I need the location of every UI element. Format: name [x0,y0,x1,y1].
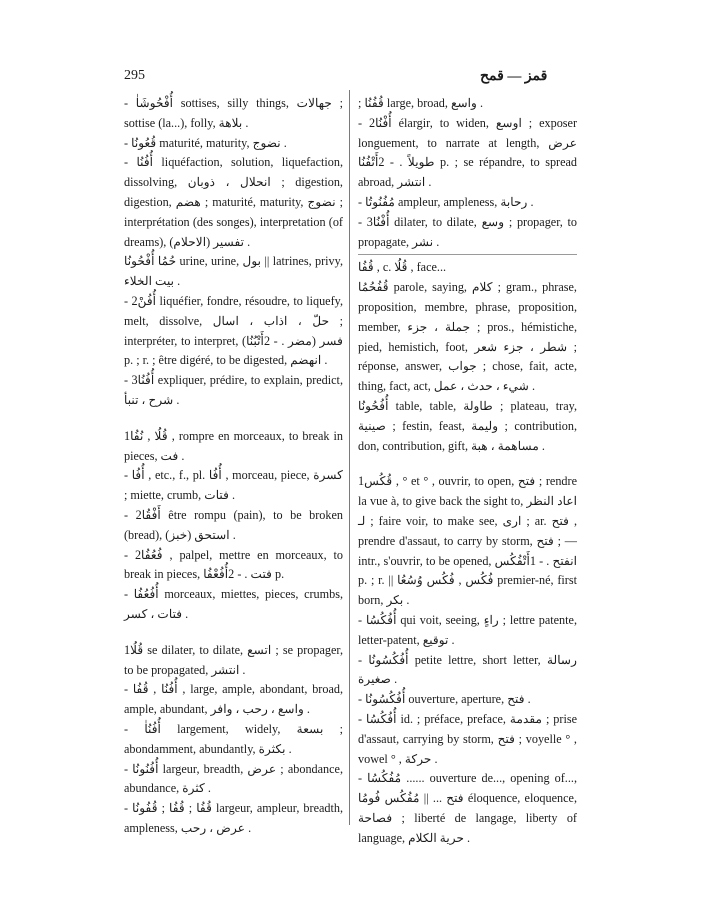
entry: 1قُلُا se dilater, to dilate, اتسع ; se propager, to be propagated, انتشر . [124,642,343,677]
entry: - أُفُنُا , قُفُا , large, ample, abondant, broad, ample, abundant, واسع ، رحب ، وافر . [124,682,343,717]
entry: قُفُحُمُا parole, saying, كلام ; gram., phrase, proposition, membre, phrase, proposition, member, جملة ، جزء ; pros., hémistiche, pied, hemistich, foot, شطر ، جزء شعر ; réponse, answer, جواب ; chose, fait, acte, thing, fact, act, شيء ، حدث ، عمل . [358,280,577,394]
entry: - أُفُكُسُا id. ; préface, preface, مقدمة ; prise d'assaut, carrying by storm, فتح ; voyelle ° , vowel ° , حركة . [358,711,578,766]
column-divider [349,90,350,825]
entry: 1قُلُا , نُفُا , rompre en morceaux, to break in pieces, فت . [124,428,343,463]
right-column [358,94,577,848]
page-number: 295 [124,68,145,83]
entry: - أُفُا , etc., f., pl. أُفُا , morceau, piece, كسرة ; miette, crumb, فتات . [124,468,343,503]
entry: - أُفْحُوشَاٰ sottises, silly things, جهالات ; sottise (la...), folly, بلاهة . [124,96,344,130]
entry: 1قُكُس , ° et ° , ouvrir, to open, فتح ; rendre la vue à, to give back the sight to, اعاد النظر لـ ; faire voir, to make see, ارى ; ar. فتح , prendre d'assaut, to carry by storm, فتح ; — intr., s'ouvrir, to be opened, انفتح . - 1أَتْفُكُس p. ; r. || فُكُس , فُكُس وُسُعُا premier-né, first born, بكر . [358,474,577,608]
entry: - مُفُكُسُا ...... ouverture de..., opening of..., فتح ... || مُفُكُس فُومُا éloquence, eloquence, فصاحة ; liberté de langage, liberty of language, حرية الكلام . [358,771,577,845]
entry: - 2أُفُنْ liquéfier, fondre, résoudre, to liquefy, melt, dissolve, حلّ ، اذاب ، اسال ; interpréter, to interpret, (فسر (مضر . - 2أَتْبُنُا p. ; r. ; être digéré, to be digested, انهضم . [124,293,343,368]
entry: - قُعُونُا maturité, maturity, نضوج . [124,135,287,150]
entry: - أُفُنُونُا largeur, breadth, عرض ; abondance, abundance, كثرة . [124,761,343,796]
entry: - قُفُا ; قُفُا ; قُفُونُا largeur, ampleur, breadth, ampleness, عرض ، رحب . [124,801,344,835]
entry: - 2أَفْقُا être rompu (pain), to be broken (bread), (استحق (خبز . [124,507,343,542]
entry: - أُفُنُاٰ largement, widely, بسعة ; abondamment, abundantly, بكثرة . [124,721,343,756]
entry: - أُفُنُا liquéfaction, solution, liquefaction, dissolving, انحلال ، ذوبان ; digestion, digestion, هضم ; maturité, maturity, نضوج ; interprétation (des songes), interpretation (of dreams), تفسير (الاحلام) . [124,155,344,249]
entry: قُفُا , c. قُلُا , face... [358,254,577,278]
entry: - 3أُفُنُا expliquer, prédire, to explain, predict, شرح ، تنبأ . [124,373,343,407]
entry: أُفُحُونُا table, table, طاولة ; plateau, tray, صينية ; festin, feast, وليمة ; contribution, don, contribution, gift, مساهمة ، هبة . [358,398,578,453]
running-head: قمز — قمح [480,69,548,84]
entry: حُمُا أُفْحُونُا urine, urine, بول || latrines, privy, بيت الخلاء . [124,254,344,289]
entry: - مُفُنُوتُا ampleur, ampleness, رحابة . [358,194,534,209]
entry: - أُفُعُفُا morceaux, miettes, pieces, crumbs, فتات ، كسر . [124,587,344,621]
entry: - أُفُكُسُونُا ouverture, aperture, فتح . [358,692,531,707]
entry: - أُفُكُسُا qui voit, seeing, راءٍ ; lettre patente, letter-patent, توقيع . [358,612,577,647]
entry: ; قُفُنُا large, broad, واسع . [358,96,484,110]
left-column [124,94,343,839]
entry: - أُفُكُسُونُا petite lettre, short letter, رسالة صغيرة . [358,652,578,687]
entry: - 2فُعُفُا , palpel, mettre en morceaux, to break in pieces, فتت . - 2أُفُعْفُا p. [124,547,343,582]
entry: - 3أُفْنُا dilater, to dilate, وسع ; propager, to propagate, نشر . [358,214,577,249]
entry: - 2أُفْنُا élargir, to widen, اوسع ; exposer longuement, to narrate at length, عرض طويلاً . - 2أَتْفُنُا p. ; se répandre, to spread abroad, انتشر . [358,115,578,190]
